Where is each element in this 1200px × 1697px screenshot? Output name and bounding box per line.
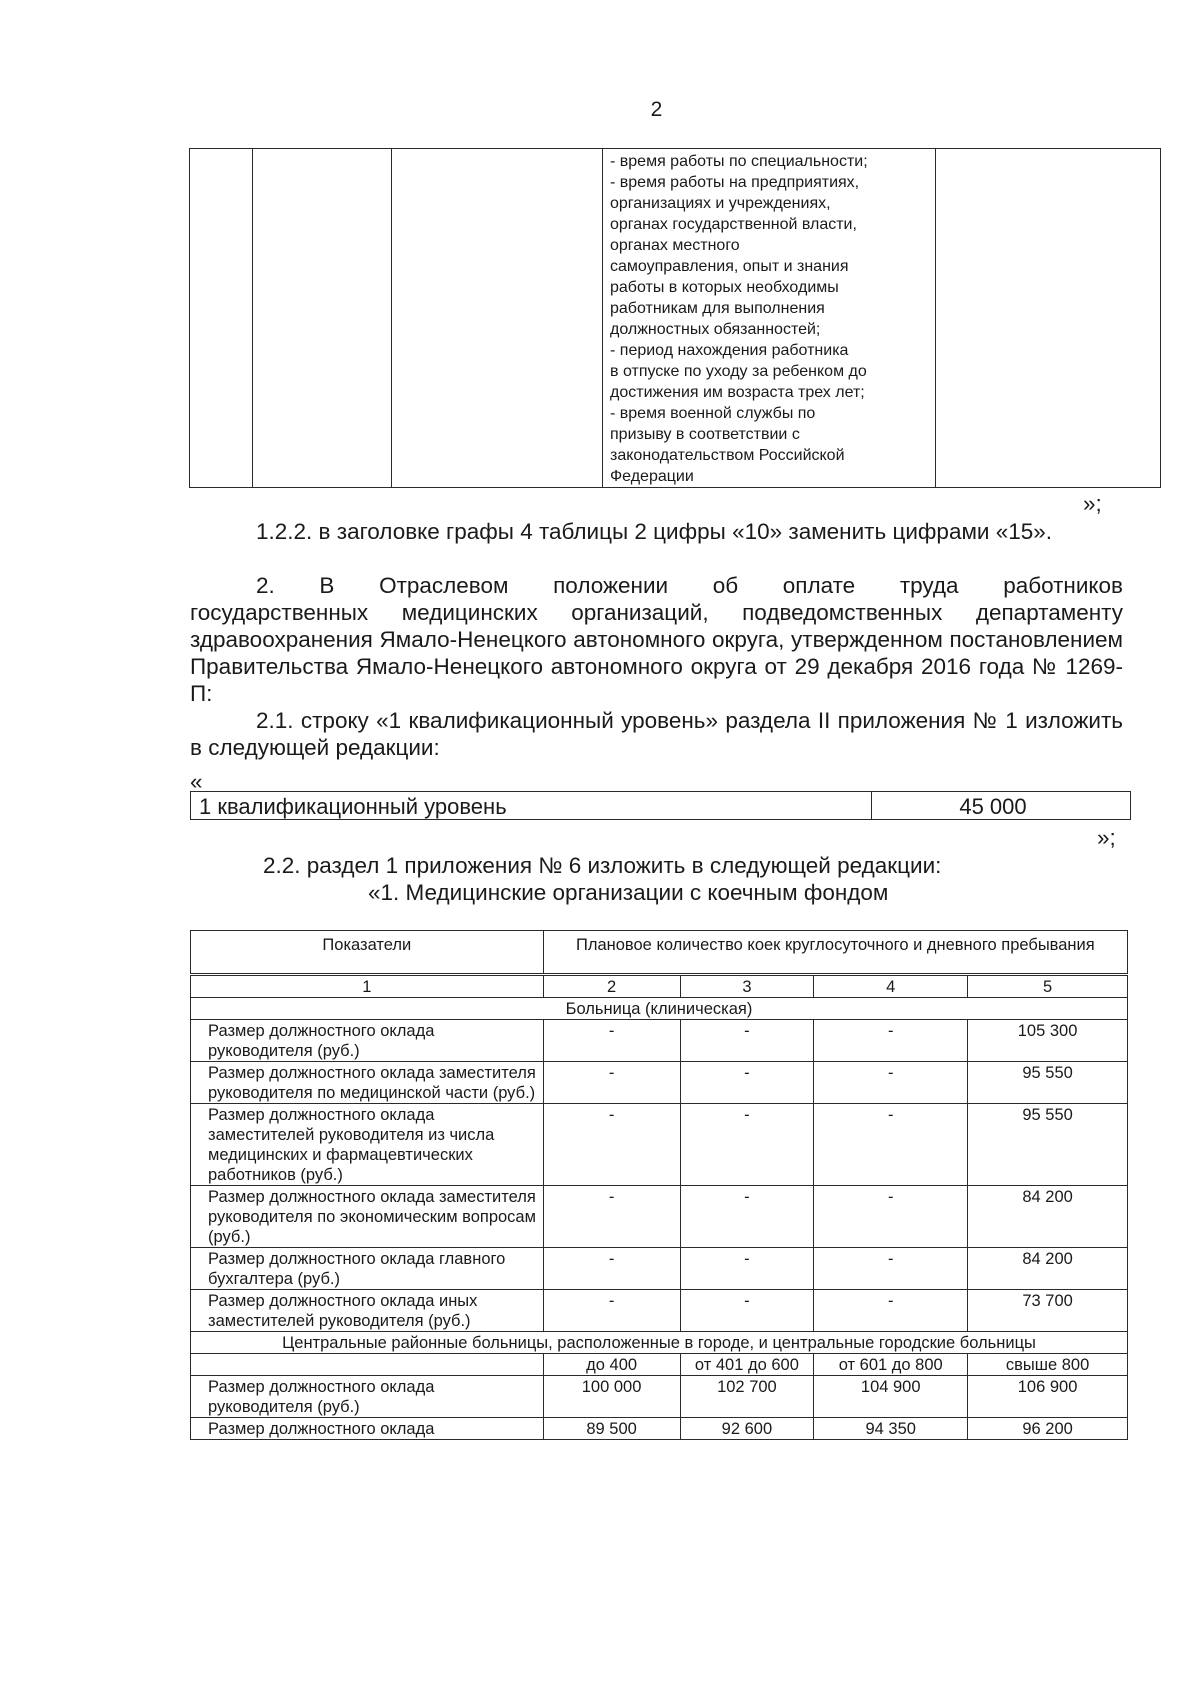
paragraph-2-rest: государственных медицинских организаций, подведомственных департаменту здравоохранения Ямало-Ненецкого автономного округа, утвержденном постановлением Правительства Ямало-Ненецкого автономного округа от 29 декабря 2016 года № 1269-П:: [190, 600, 1123, 706]
qualification-level-value: 45 000: [872, 792, 1131, 820]
indicator-label: Размер должностного оклада руководителя (руб.): [191, 1020, 544, 1062]
list-line: работникам для выполнения: [610, 300, 825, 317]
salary-value: 89 500: [543, 1418, 680, 1440]
column-number: 1: [191, 975, 544, 998]
paragraph-2-1: 2.1. строку «1 квалификационный уровень» раздела II приложения № 1 изложить в следующей редакции:: [190, 708, 1123, 760]
indicator-label: Размер должностного оклада иных заместителей руководителя (руб.): [191, 1290, 544, 1332]
table-cell-empty: [190, 149, 253, 488]
salary-table: [190, 930, 1128, 1440]
salary-value: -: [814, 1020, 968, 1062]
table-row: [191, 1248, 1128, 1290]
indicator-label: Размер должностного оклада заместителя руководителя по медицинской части (руб.): [191, 1062, 544, 1104]
list-line: достижения им возраста трех лет;: [610, 384, 865, 401]
header-indicators: Показатели: [191, 931, 544, 975]
column-number: 2: [543, 975, 680, 998]
list-line: - время военной службы по: [610, 405, 816, 422]
list-line: в отпуске по уходу за ребенком до: [610, 363, 867, 380]
salary-value: -: [680, 1020, 814, 1062]
closing-quote: »;: [1083, 491, 1102, 516]
table-row: [191, 1290, 1128, 1332]
table-row: [191, 1376, 1128, 1418]
table-cell-empty: [253, 149, 392, 488]
salary-value: 95 550: [968, 1104, 1128, 1186]
paragraph-2-2: 2.2. раздел 1 приложения № 6 изложить в следующей редакции:: [263, 853, 942, 878]
salary-value: 105 300: [968, 1020, 1128, 1062]
bed-range: от 401 до 600: [680, 1354, 814, 1376]
salary-value: 102 700: [680, 1376, 814, 1418]
qualification-level-table: [190, 791, 1131, 820]
group-title-clinical-hospital: Больница (клиническая): [191, 998, 1128, 1020]
table-row: [191, 1418, 1128, 1440]
list-line: - время работы по специальности;: [610, 153, 868, 170]
salary-value: 100 000: [543, 1376, 680, 1418]
bed-range: свыше 800: [968, 1354, 1128, 1376]
column-number: 4: [814, 975, 968, 998]
indicator-label: Размер должностного оклада главного бухгалтера (руб.): [191, 1248, 544, 1290]
salary-value: 104 900: [814, 1376, 968, 1418]
list-line: работы в которых необходимы: [610, 279, 839, 296]
list-line: организациях и учреждениях,: [610, 195, 831, 212]
salary-value: -: [680, 1248, 814, 1290]
group-title-central-hospitals: Центральные районные больницы, расположенные в городе, и центральные городские больницы: [191, 1332, 1128, 1354]
table-cell-empty: [191, 1354, 544, 1376]
salary-value: -: [543, 1020, 680, 1062]
salary-value: 84 200: [968, 1248, 1128, 1290]
salary-value: -: [814, 1248, 968, 1290]
salary-value: -: [543, 1104, 680, 1186]
list-line: должностных обязанностей;: [610, 321, 821, 338]
list-line: Федерации: [610, 468, 694, 485]
salary-value: 94 350: [814, 1418, 968, 1440]
salary-value: 106 900: [968, 1376, 1128, 1418]
table-row: [191, 1062, 1128, 1104]
column-number: 3: [680, 975, 814, 998]
salary-value: -: [814, 1290, 968, 1332]
salary-value: -: [543, 1062, 680, 1104]
salary-value: -: [680, 1186, 814, 1248]
list-line: - период нахождения работника: [610, 342, 849, 359]
salary-value: -: [680, 1104, 814, 1186]
header-bed-count: Плановое количество коек круглосуточного и дневного пребывания: [543, 931, 1127, 975]
salary-value: -: [543, 1186, 680, 1248]
salary-value: 92 600: [680, 1418, 814, 1440]
salary-value: 96 200: [968, 1418, 1128, 1440]
top-table-fragment: [189, 148, 1161, 488]
paragraph-1-2-2: 1.2.2. в заголовке графы 4 таблицы 2 цифры «10» заменить цифрами «15».: [256, 519, 1053, 544]
list-line: призыву в соответствии с: [610, 426, 800, 443]
table-cell-empty: [936, 149, 1161, 488]
salary-value: -: [680, 1290, 814, 1332]
bed-range: до 400: [543, 1354, 680, 1376]
indicator-label: Размер должностного оклада руководителя (руб.): [191, 1376, 544, 1418]
table-row: [191, 1186, 1128, 1248]
table-row: [191, 1020, 1128, 1062]
salary-value: -: [814, 1062, 968, 1104]
salary-value: -: [814, 1104, 968, 1186]
page-number: 2: [650, 98, 663, 121]
bed-range: от 601 до 800: [814, 1354, 968, 1376]
column-numbers-row: [191, 975, 1128, 998]
section-title: «1. Медицинские организации с коечным фондом: [368, 880, 889, 905]
list-line: органах государственной власти,: [610, 216, 857, 233]
salary-value: -: [814, 1186, 968, 1248]
work-periods-cell: [603, 149, 936, 488]
salary-value: -: [543, 1290, 680, 1332]
opening-quote: «: [190, 769, 203, 794]
paragraph-2-first-line: 2. В Отраслевом положении об оплате труда работников: [256, 573, 1123, 598]
indicator-label: Размер должностного оклада: [191, 1418, 544, 1440]
salary-value: -: [543, 1248, 680, 1290]
salary-value: 84 200: [968, 1186, 1128, 1248]
list-line: - время работы на предприятиях,: [610, 174, 860, 191]
indicator-label: Размер должностного оклада заместителя руководителя по экономическим вопросам (руб.): [191, 1186, 544, 1248]
list-line: самоуправления, опыт и знания: [610, 258, 849, 275]
list-line: законодательством Российской: [610, 447, 845, 464]
bed-range-row: [191, 1354, 1128, 1376]
list-line: органах местного: [610, 237, 740, 254]
table-cell-empty: [392, 149, 603, 488]
closing-quote: »;: [1097, 825, 1116, 850]
salary-value: 73 700: [968, 1290, 1128, 1332]
qualification-level-label: 1 квалификационный уровень: [191, 792, 872, 820]
salary-value: 95 550: [968, 1062, 1128, 1104]
table-row: [191, 1104, 1128, 1186]
column-number: 5: [968, 975, 1128, 998]
indicator-label: Размер должностного оклада заместителей руководителя из числа медицинских и фармацевтических работников (руб.): [191, 1104, 544, 1186]
salary-value: -: [680, 1062, 814, 1104]
